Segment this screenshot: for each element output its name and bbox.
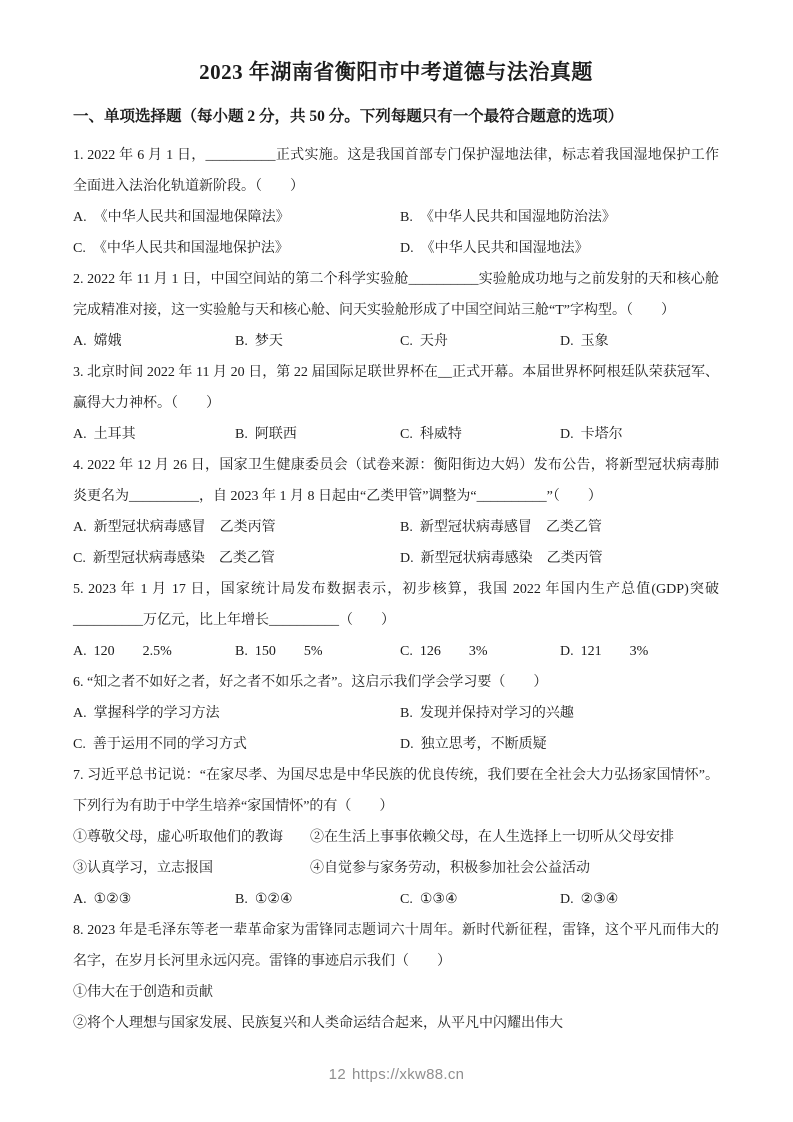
item-2: ②将个人理想与国家发展、民族复兴和人类命运结合起来，从平凡中闪耀出伟大: [73, 1016, 563, 1031]
option-label: D.: [400, 737, 414, 752]
option-text: 120 2.5%: [93, 644, 172, 659]
item-3: ③认真学习，立志报国: [73, 861, 213, 876]
question-4: [73, 450, 719, 574]
option-label: A.: [73, 644, 87, 659]
option-label: D.: [560, 427, 574, 442]
option-d: [560, 636, 719, 667]
exam-content: [73, 57, 719, 1039]
option-b: [400, 512, 719, 543]
option-text: 独立思考，不断质疑: [420, 737, 547, 752]
question-2-stem: 2. 2022 年 11 月 1 日，中国空间站的第二个科学实验舱__________实验舱成功地与之前发射的天和核心舱完成精准对接，这一实验舱与天和核心舱、问天实验舱形成了中国空间站三舱“T”字构型。（ ）: [73, 272, 719, 318]
option-label: C.: [73, 551, 86, 566]
option-d: [400, 543, 719, 574]
option-d: [560, 884, 719, 915]
question-1: [73, 140, 719, 264]
option-label: B.: [235, 644, 248, 659]
site-url: https://xkw88.cn: [351, 1066, 465, 1083]
option-c: [400, 419, 560, 450]
option-b: [400, 698, 719, 729]
option-label: C.: [400, 892, 413, 907]
option-label: C.: [400, 334, 413, 349]
question-8-stem: 8. 2023 年是毛泽东等老一辈革命家为雷锋同志题词六十周年。新时代新征程，雷锋，这个平凡而伟大的名字，在岁月长河里永远闪亮。雷锋的事迹启示我们（ ）: [73, 923, 719, 969]
option-text: 《中华人民共和国湿地保护法》: [92, 241, 289, 256]
option-label: C.: [73, 241, 86, 256]
question-7: [73, 760, 719, 915]
question-8: [73, 915, 719, 1039]
option-a: [73, 884, 235, 915]
option-label: B.: [235, 892, 248, 907]
option-label: C.: [400, 427, 413, 442]
question-6-stem: 6. “知之者不如好之者，好之者不如乐之者”。这启示我们学会学习要（ ）: [73, 675, 548, 690]
option-text: 善于运用不同的学习方式: [92, 737, 247, 752]
question-5-options: [73, 636, 719, 667]
exam-title: 2023 年湖南省衡阳市中考道德与法治真题: [199, 60, 593, 84]
question-2-options: [73, 326, 719, 357]
page-number: 12: [328, 1066, 346, 1083]
option-label: D.: [560, 334, 574, 349]
item-1: ①尊敬父母，虚心听取他们的教诲: [73, 830, 283, 845]
option-c: [400, 884, 560, 915]
option-c: [400, 326, 560, 357]
question-4-stem: 4. 2022 年 12 月 26 日，国家卫生健康委员会（试卷来源：衡阳街边大妈）发布公告，将新型冠状病毒肺炎更名为__________，自 2023 年 1 月 8 日起由“乙类甲管”调整为“__________”（ ）: [73, 458, 719, 504]
option-label: A.: [73, 427, 87, 442]
option-text: 阿联西: [254, 427, 297, 442]
option-c: [73, 729, 400, 760]
option-b: [235, 419, 400, 450]
option-label: B.: [235, 427, 248, 442]
option-text: 新型冠状病毒感染 乙类乙管: [92, 551, 275, 566]
option-label: C.: [400, 644, 413, 659]
option-label: D.: [400, 551, 414, 566]
option-text: 梦天: [254, 334, 283, 349]
option-text: ②③④: [580, 892, 619, 907]
question-3-options: [73, 419, 719, 450]
option-label: B.: [400, 520, 413, 535]
option-a: [73, 636, 235, 667]
option-b: [235, 636, 400, 667]
page-footer: [0, 1066, 793, 1083]
option-text: 科威特: [419, 427, 462, 442]
option-d: [560, 326, 719, 357]
option-text: 126 3%: [419, 644, 488, 659]
question-4-options: [73, 512, 719, 574]
option-d: [560, 419, 719, 450]
item-4: ④自觉参与家务劳动，积极参加社会公益活动: [310, 861, 590, 876]
option-a: [73, 419, 235, 450]
option-text: 150 5%: [254, 644, 323, 659]
option-label: B.: [235, 334, 248, 349]
option-a: [73, 512, 400, 543]
option-text: 新型冠状病毒感冒 乙类丙管: [93, 520, 276, 535]
option-label: D.: [400, 241, 414, 256]
question-7-options: [73, 884, 719, 915]
option-label: A.: [73, 892, 87, 907]
option-label: A.: [73, 520, 87, 535]
option-text: 《中华人民共和国湿地防治法》: [419, 210, 616, 225]
option-label: B.: [400, 210, 413, 225]
option-b: [235, 884, 400, 915]
option-a: [73, 698, 400, 729]
question-7-items: [73, 822, 719, 884]
question-2: [73, 264, 719, 357]
question-7-stem: 7. 习近平总书记说：“在家尽孝、为国尽忠是中华民族的优良传统，我们要在全社会大力弘扬家国情怀”。下列行为有助于中学生培养“家国情怀”的有（ ）: [73, 768, 719, 814]
item-2: ②在生活上事事依赖父母，在人生选择上一切听从父母安排: [310, 830, 674, 845]
option-label: A.: [73, 334, 87, 349]
option-label: B.: [400, 706, 413, 721]
option-text: 新型冠状病毒感冒 乙类乙管: [419, 520, 602, 535]
question-3: [73, 357, 719, 450]
question-6: [73, 667, 719, 760]
option-a: [73, 202, 400, 233]
question-5-stem: 5. 2023 年 1 月 17 日，国家统计局发布数据表示，初步核算，我国 2022 年国内生产总值(GDP)突破__________万亿元，比上年增长__________（ ）: [73, 582, 719, 628]
option-label: C.: [73, 737, 86, 752]
option-text: 卡塔尔: [580, 427, 623, 442]
option-text: 玉象: [580, 334, 609, 349]
question-5: [73, 574, 719, 667]
option-text: ①③④: [419, 892, 458, 907]
option-c: [400, 636, 560, 667]
option-label: A.: [73, 706, 87, 721]
option-text: 掌握科学的学习方法: [93, 706, 220, 721]
option-text: 土耳其: [93, 427, 136, 442]
question-1-options: [73, 202, 719, 264]
option-text: 新型冠状病毒感染 乙类丙管: [420, 551, 603, 566]
option-label: A.: [73, 210, 87, 225]
option-a: [73, 326, 235, 357]
option-text: 发现并保持对学习的兴趣: [419, 706, 574, 721]
section-heading: 一、单项选择题（每小题 2 分，共 50 分。下列每题只有一个最符合题意的选项）: [73, 108, 624, 125]
option-text: ①②③: [93, 892, 132, 907]
question-1-stem: 1. 2022 年 6 月 1 日，__________正式实施。这是我国首部专门保护湿地法律，标志着我国湿地保护工作全面进入法治化轨道新阶段。（ ）: [73, 148, 719, 194]
question-6-options: [73, 698, 719, 760]
option-text: 天舟: [419, 334, 448, 349]
option-b: [400, 202, 719, 233]
option-text: 嫦娥: [93, 334, 122, 349]
option-label: D.: [560, 644, 574, 659]
item-1: ①伟大在于创造和贡献: [73, 985, 213, 1000]
option-text: 《中华人民共和国湿地保障法》: [93, 210, 290, 225]
option-d: [400, 233, 719, 264]
option-d: [400, 729, 719, 760]
option-c: [73, 543, 400, 574]
option-c: [73, 233, 400, 264]
option-text: ①②④: [254, 892, 293, 907]
option-text: 《中华人民共和国湿地法》: [420, 241, 589, 256]
option-b: [235, 326, 400, 357]
option-label: D.: [560, 892, 574, 907]
question-3-stem: 3. 北京时间 2022 年 11 月 20 日，第 22 届国际足联世界杯在__正式开幕。本届世界杯阿根廷队荣获冠军、赢得大力神杯。（ ）: [73, 365, 719, 411]
option-text: 121 3%: [580, 644, 649, 659]
